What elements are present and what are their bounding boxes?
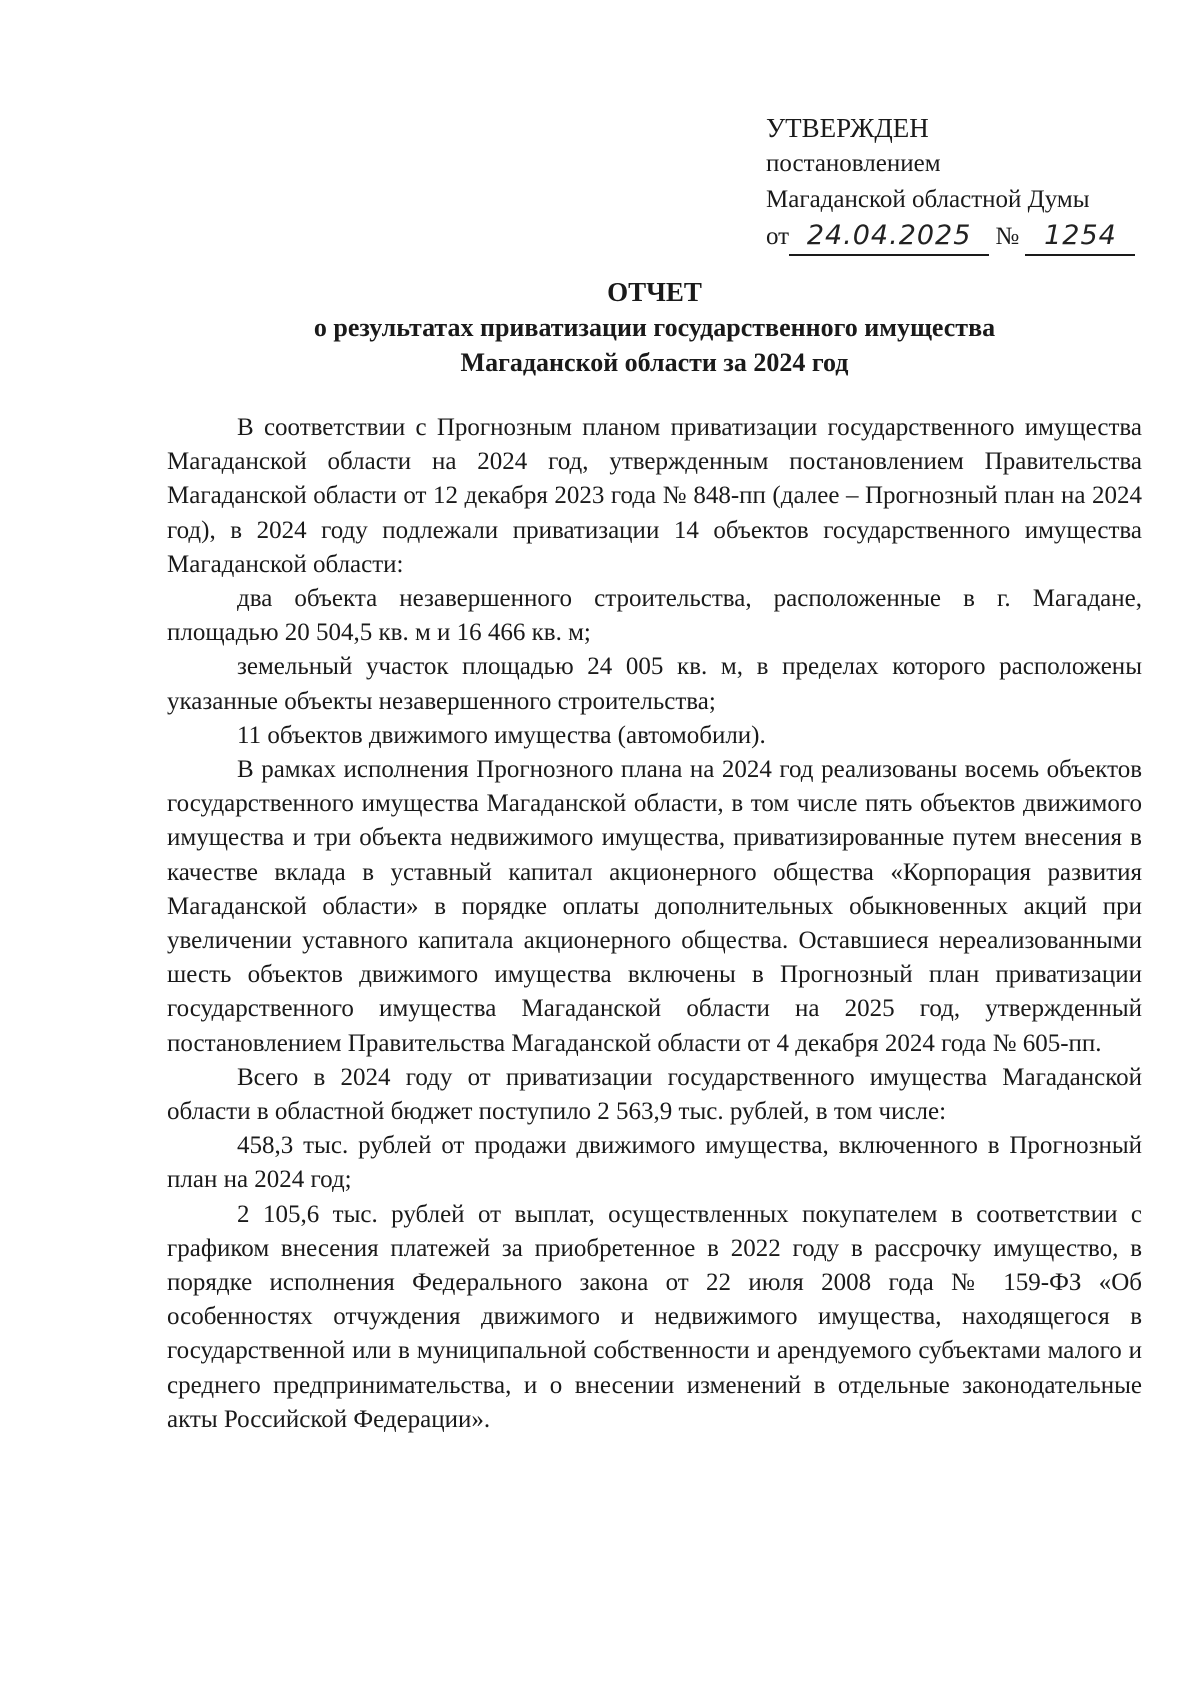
approval-line-duma: Магаданской областной Думы <box>766 186 1090 213</box>
paragraph-intro: В соответствии с Прогнозным планом приватизации государственного имущества Магаданской области на 2024 год, утвержденным постановлением Правительства Магаданской области от 12 декабря 2023 года № 848-пп (далее – Прогнозный план на 2024 год), в 2024 году подлежали приватизации 14 объектов государственного имущества Магаданской области: <box>167 414 1142 578</box>
title-heading: ОТЧЕТ <box>607 277 702 307</box>
document-body <box>167 411 1142 1437</box>
paragraph-unfinished-construction: два объекта незавершенного строительства, расположенные в г. Магадане, площадью 20 504,5 кв. м и 16 466 кв. м; <box>167 585 1142 647</box>
approval-date-line <box>766 218 1146 256</box>
document-title <box>167 275 1142 380</box>
approval-heading: УТВЕРЖДЕН <box>766 113 929 143</box>
approval-from-prefix: от <box>766 223 790 250</box>
handwritten-date: 24.04.2025 <box>789 218 989 256</box>
title-subtitle-line1: о результатах приватизации государственного имущества <box>313 313 996 342</box>
handwritten-number: 1254 <box>1025 218 1135 256</box>
paragraph-movable-property: 11 объектов движимого имущества (автомобили). <box>237 721 766 749</box>
paragraph-sale-revenue: 458,3 тыс. рублей от продажи движимого имущества, включенного в Прогнозный план на 2024 год; <box>167 1132 1142 1194</box>
paragraph-total-revenue: Всего в 2024 году от приватизации государственного имущества Магаданской области в областной бюджет поступило 2 563,9 тыс. рублей, в том числе: <box>167 1063 1142 1126</box>
paragraph-implementation: В рамках исполнения Прогнозного плана на 2024 год реализованы восемь объектов государственного имущества Магаданской области, в том числе пять объектов движимого имущества и три объекта недвижимого имущества, приватизированные путем внесения в качестве вклада в уставный капитал акционерного общества «Корпорация развития Магаданской области» в порядке оплаты дополнительных обыкновенных акций при увеличении уставного капитала акционерного общества. Оставшиеся нереализованными шесть объектов движимого имущества включены в Прогнозный план приватизации государственного имущества Магаданской области на 2025 год, утвержденный постановлением Правительства Магаданской области от 4 декабря 2024 года № 605-пп. <box>167 756 1142 1057</box>
approval-line-resolution: постановлением <box>766 150 941 177</box>
approval-number-sign: № <box>995 223 1020 250</box>
approval-stamp-block <box>766 110 1146 256</box>
paragraph-land-plot: земельный участок площадью 24 005 кв. м, в пределах которого расположены указанные объекты незавершенного строительства; <box>167 653 1142 715</box>
title-subtitle-line2: Магаданской области за 2024 год <box>460 348 849 377</box>
paragraph-installment-revenue: 2 105,6 тыс. рублей от выплат, осуществленных покупателем в соответствии с графиком внесения платежей за приобретенное в 2022 году в рассрочку имущество, в порядке исполнения Федерального закона от 22 июля 2008 года № 159-ФЗ «Об особенностях отчуждения движимого и недвижимого имущества, находящегося в государственной или в муниципальной собственности и арендуемого субъектами малого и среднего предпринимательства, и о внесении изменений в отдельные законодательные акты Российской Федерации». <box>167 1200 1142 1433</box>
